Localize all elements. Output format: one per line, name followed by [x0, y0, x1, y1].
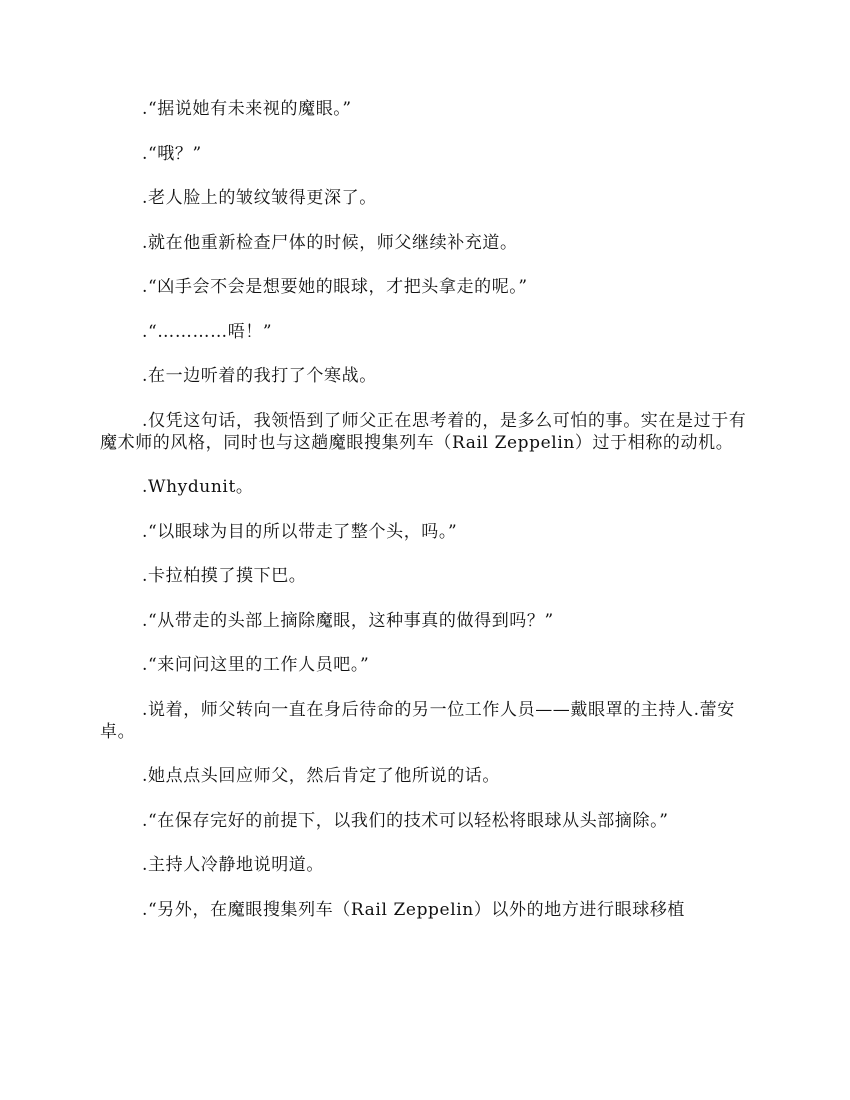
body-text [100, 98, 750, 943]
paragraph: .“哦？” [142, 143, 202, 164]
paragraph: .“从带走的头部上摘除魔眼，这种事真的做得到吗？” [142, 610, 554, 631]
paragraph: .她点点头回应师父，然后肯定了他所说的话。 [142, 766, 501, 786]
paragraph: .Whydunit。 [142, 477, 254, 497]
paragraph: .主持人冷静地说明道。 [142, 855, 325, 875]
paragraph: .“以眼球为目的所以带走了整个头，吗。” [142, 521, 458, 542]
paragraph: .“凶手会不会是想要她的眼球，才把头拿走的呢。” [142, 277, 528, 297]
paragraph: .卡拉柏摸了摸下巴。 [142, 566, 307, 586]
paragraph: .“…………唔！” [142, 321, 273, 342]
paragraph: .仅凭这句话，我领悟到了师父正在思考着的，是多么可怕的事。实在是过于有魔术师的风格，同时也与这趟魔眼搜集列车（Rail Zeppelin）过于相称的动机。 [100, 410, 747, 453]
paragraph: .老人脸上的皱纹皱得更深了。 [142, 188, 377, 208]
paragraph: .“在保存完好的前提下，以我们的技术可以轻松将眼球从头部摘除。” [142, 810, 669, 831]
paragraph: .说着，师父转向一直在身后待命的另一位工作人员——戴眼罩的主持人.蕾安卓。 [100, 699, 735, 742]
paragraph: .“另外，在魔眼搜集列车（Rail Zeppelin）以外的地方进行眼球移植 [142, 899, 686, 920]
paragraph: .“据说她有未来视的魔眼。” [142, 99, 352, 119]
paragraph: .“来问问这里的工作人员吧。” [142, 655, 370, 675]
paragraph: .在一边听着的我打了个寒战。 [142, 366, 377, 386]
paragraph: .就在他重新检查尸体的时候，师父继续补充道。 [142, 232, 518, 253]
